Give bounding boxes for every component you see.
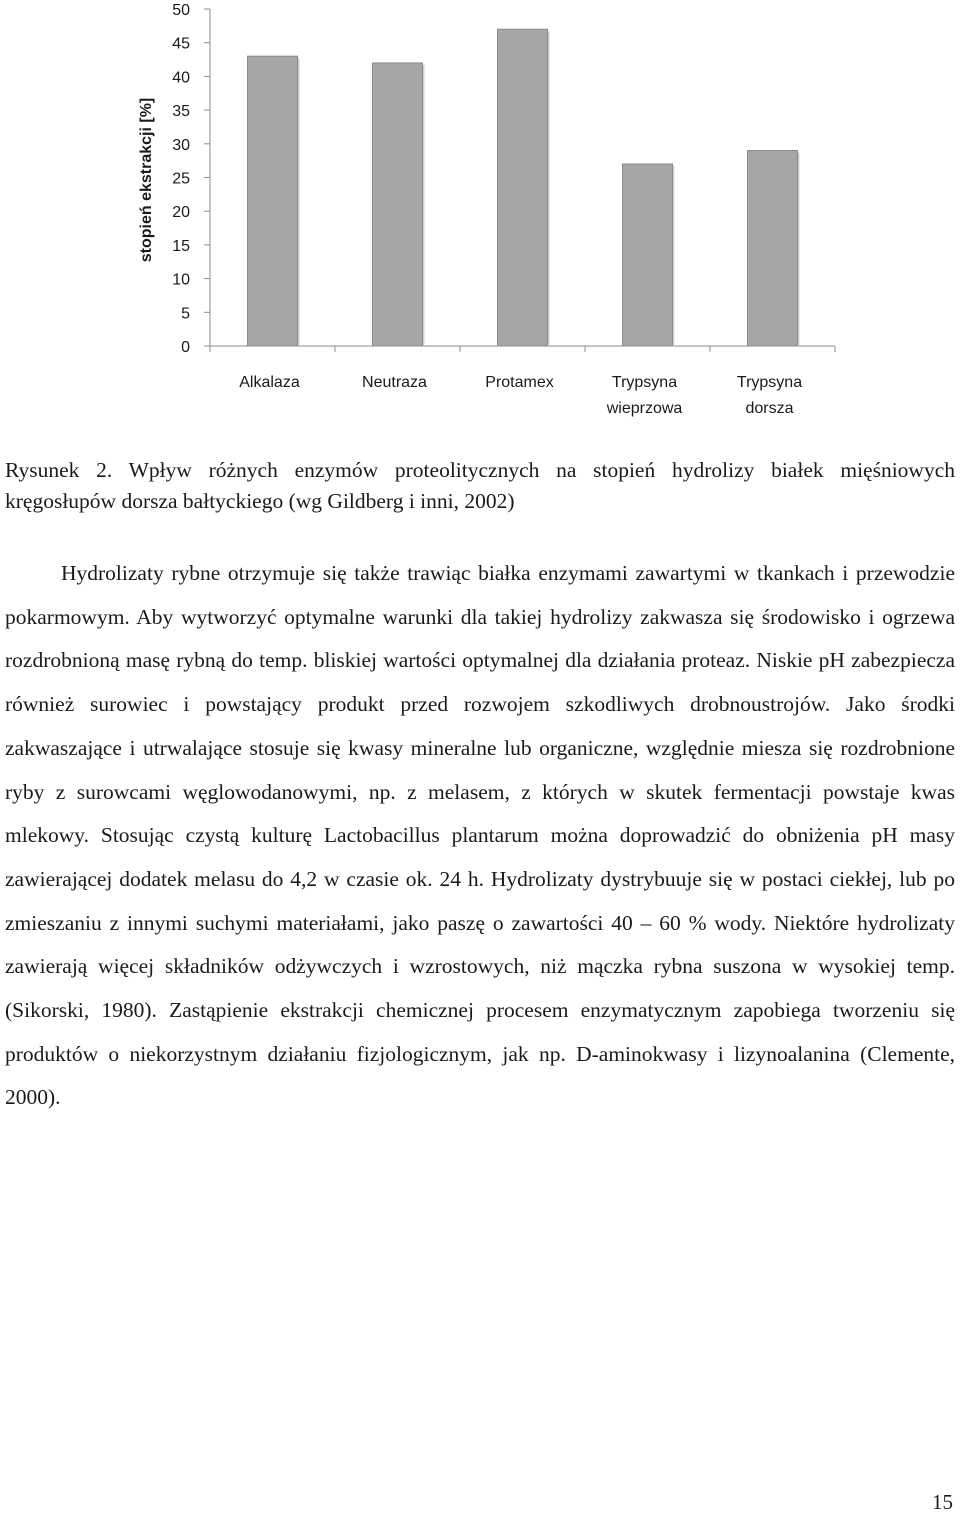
bar-chart xyxy=(0,0,960,450)
y-tick-label: 20 xyxy=(172,204,190,222)
x-tick-label: Protamex xyxy=(485,374,554,391)
y-tick-labels xyxy=(172,2,190,356)
y-tick-label: 15 xyxy=(172,237,190,255)
x-tick-label: dorsza xyxy=(745,400,794,417)
y-tick-label: 50 xyxy=(172,2,190,19)
y-tick-label: 45 xyxy=(172,35,190,53)
x-tick-label: wieprzowa xyxy=(606,400,683,417)
y-tick-label: 30 xyxy=(172,136,190,154)
y-axis-label: stopień ekstrakcji [%] xyxy=(138,97,155,263)
y-tick-label: 10 xyxy=(172,271,190,289)
y-tick-label: 5 xyxy=(181,305,190,323)
x-tick-label: Trypsyna xyxy=(611,374,678,391)
bar xyxy=(498,29,548,346)
bar xyxy=(373,63,423,346)
figure-caption: Rysunek 2. Wpływ różnych enzymów proteolitycznych na stopień hydrolizy białek mięśniowych kręgosłupów dorsza bałtyckiego (wg Gildberg i inni, 2002) xyxy=(5,458,955,513)
bar xyxy=(748,151,798,346)
bar xyxy=(623,164,673,346)
x-tick-label: Alkalaza xyxy=(239,374,300,391)
x-tick-label: Neutraza xyxy=(362,374,427,391)
bar xyxy=(248,56,298,346)
page-number: 15 xyxy=(932,1490,953,1514)
x-tick-label: Trypsyna xyxy=(736,374,803,391)
body-paragraph: Hydrolizaty rybne otrzymuje się także trawiąc białka enzymami zawartymi w tkankach i przewodzie pokarmowym. Aby wytworzyć optymalne warunki dla takiej hydrolizy zakwasza się środowisko i ogrzewa rozdrobnioną masę rybną do temp. bliskiej wartości optymalnej dla działania proteaz. Niskie pH zabezpiecza również surowiec i powstający produkt przed rozwojem szkodliwych drobnoustrojów. Jako środki zakwaszające i utrwalające stosuje się kwasy mineralne lub organiczne, względnie miesza się rozdrobnione ryby z surowcami węglowodanowymi, np. z melasem, z których w skutek fermentacji powstaje kwas mlekowy. Stosując czystą kulturę Lactobacillus plantarum można doprowadzić do obniżenia pH masy zawierającej dodatek melasu do 4,2 w czasie ok. 24 h. Hydrolizaty dystrybuuje się w postaci ciekłej, lub po zmieszaniu z innymi suchymi materiałami, jako paszę o zawartości 40 – 60 % wody. Niektóre hydrolizaty zawierają więcej składników odżywczych i wzrostowych, niż mączka rybna suszona w wysokiej temp. (Sikorski, 1980). Zastąpienie ekstrakcji chemicznej procesem enzymatycznym zapobiega tworzeniu się produktów o niekorzystnym działaniu fizjologicznym, jak np. D-aminokwasy i lizynoalanina (Clemente, 2000). xyxy=(5,561,955,1110)
y-tick-label: 40 xyxy=(172,69,190,87)
y-tick-label: 25 xyxy=(172,170,190,188)
y-tick-label: 35 xyxy=(172,103,190,121)
x-tick-labels xyxy=(239,374,802,417)
y-tick-label: 0 xyxy=(181,339,190,356)
chart-bars xyxy=(248,29,800,346)
